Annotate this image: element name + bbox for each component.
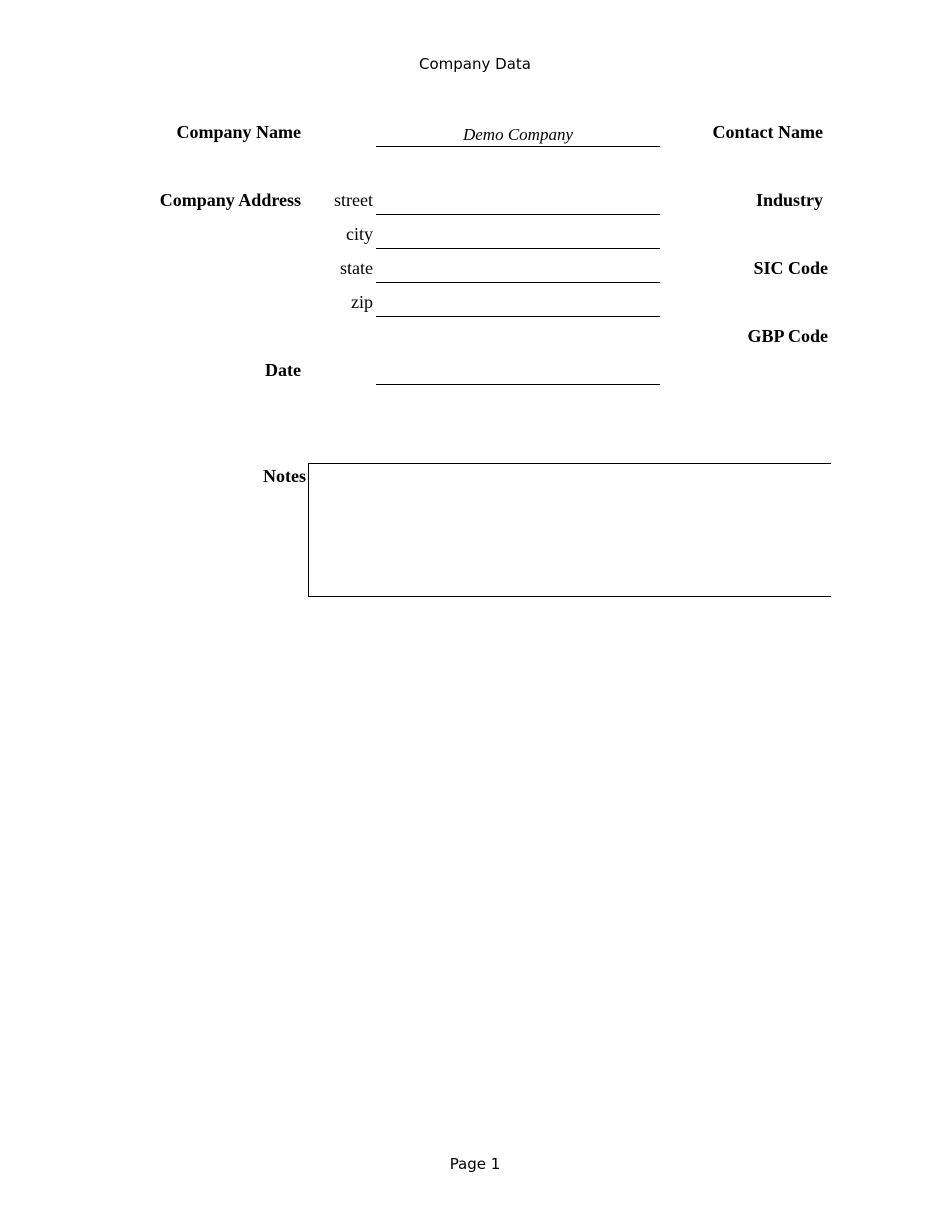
company-name-field[interactable]: Demo Company [376, 123, 660, 147]
date-label: Date [265, 360, 301, 380]
state-field[interactable] [376, 259, 660, 283]
zip-label: zip [351, 292, 373, 312]
industry-label: Industry [755, 190, 823, 210]
notes-label: Notes [263, 466, 306, 486]
street-label: street [334, 190, 373, 210]
contact-name-label: Contact Name [712, 122, 823, 142]
state-label: state [340, 258, 373, 278]
city-field[interactable] [376, 225, 660, 249]
gbp-code-label: GBP Code [747, 326, 828, 346]
city-label: city [346, 224, 373, 244]
notes-field[interactable] [308, 463, 831, 597]
page-number: Page 1 [449, 1155, 501, 1173]
date-field[interactable] [376, 361, 660, 385]
sic-code-label: SIC Code [753, 258, 828, 278]
company-name-label: Company Name [176, 122, 301, 142]
page-title: Company Data [419, 55, 531, 73]
company-address-label: Company Address [159, 190, 301, 210]
zip-field[interactable] [376, 293, 660, 317]
street-field[interactable] [376, 191, 660, 215]
